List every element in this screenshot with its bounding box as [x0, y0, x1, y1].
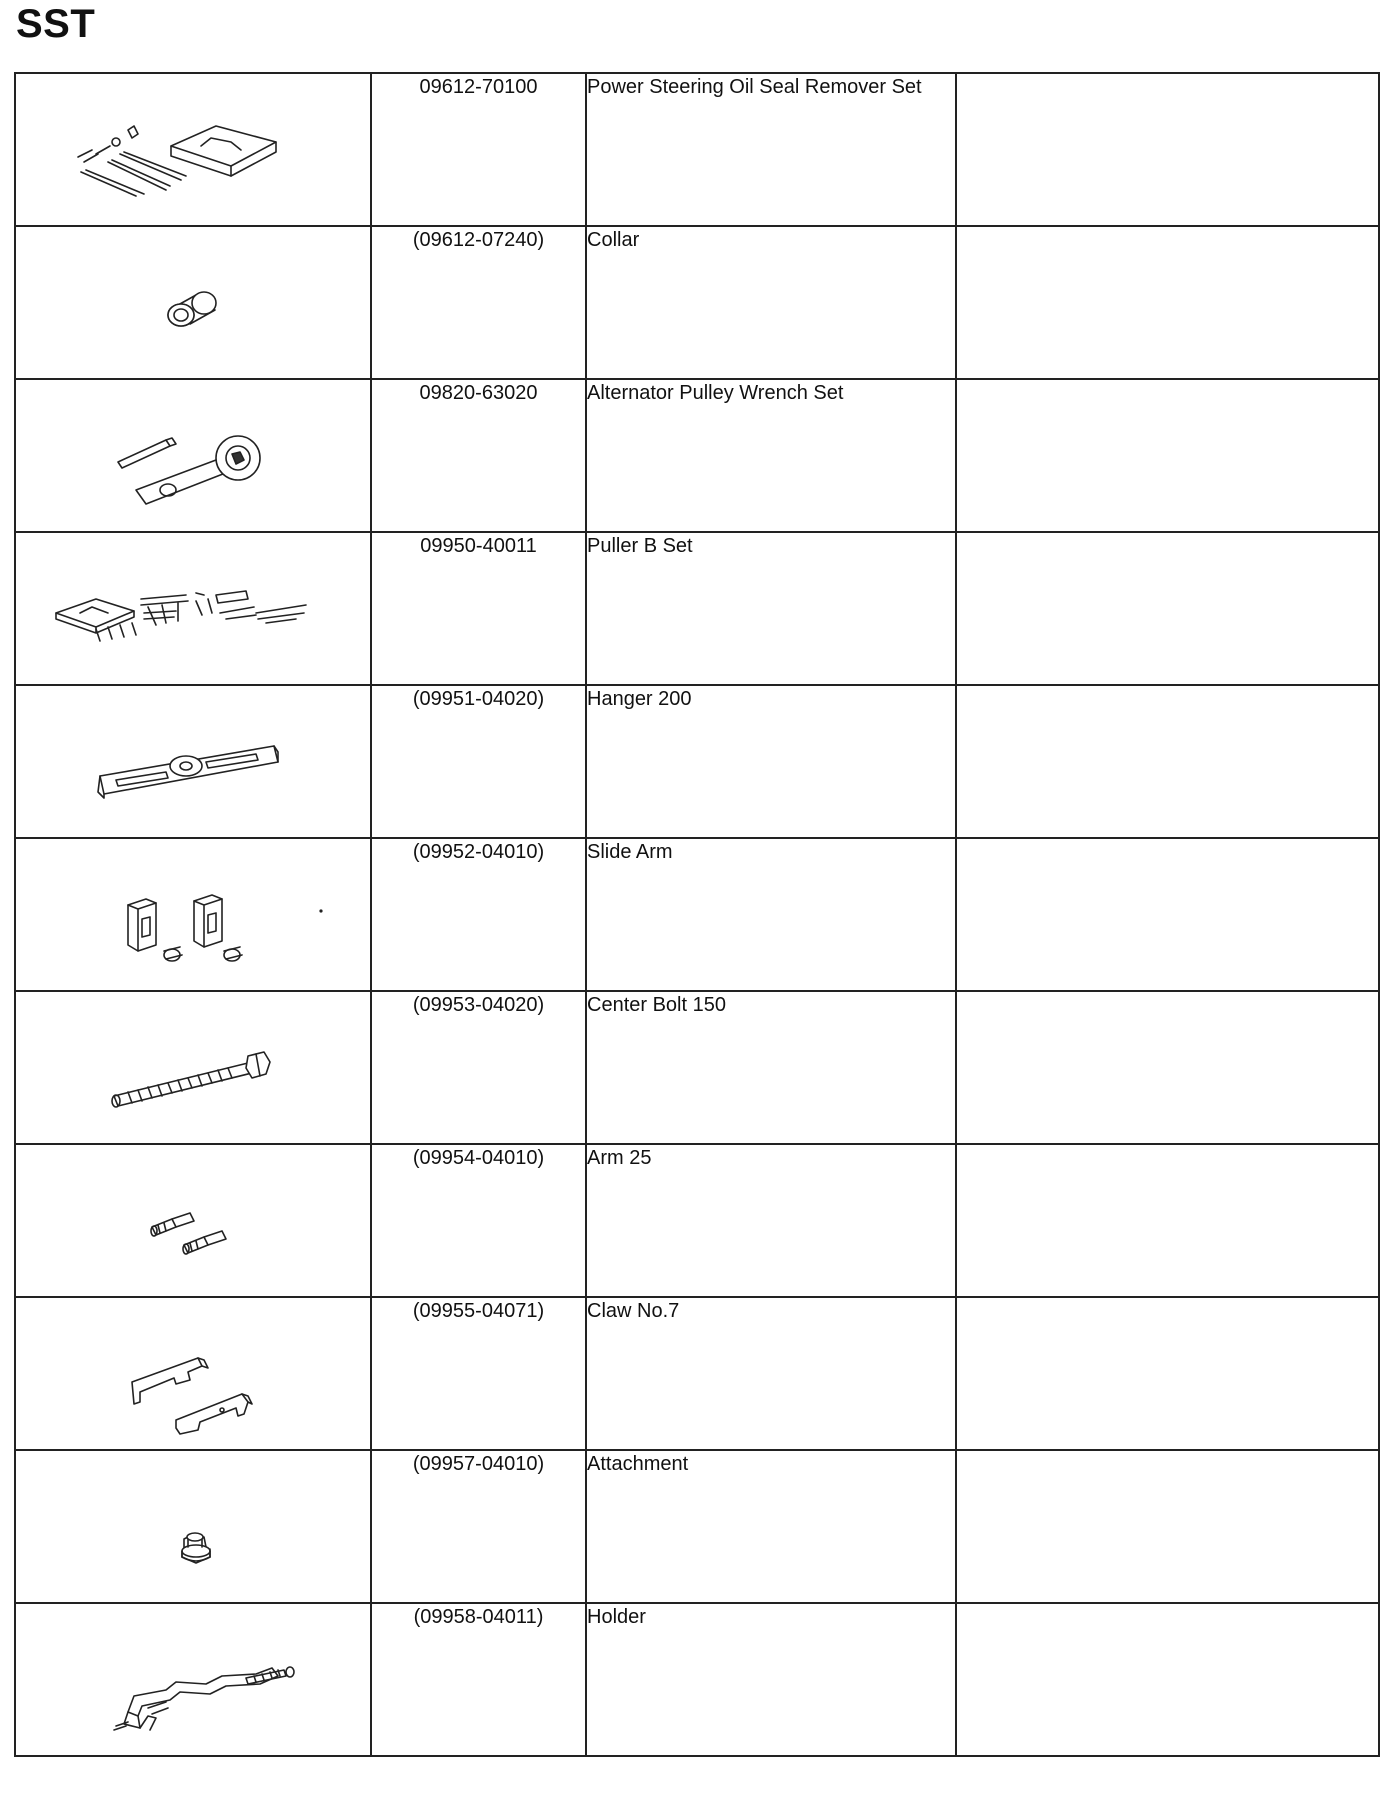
- tool-name: Holder: [586, 1603, 956, 1756]
- puller-b-set-icon: [16, 533, 370, 684]
- note-cell: [956, 991, 1379, 1144]
- tool-image-cell: [15, 991, 371, 1144]
- note-cell: [956, 226, 1379, 379]
- tool-image-cell: [15, 73, 371, 226]
- tool-name: Collar: [586, 226, 956, 379]
- tool-image-cell: [15, 226, 371, 379]
- tool-name: Center Bolt 150: [586, 991, 956, 1144]
- part-number: (09952-04010): [371, 838, 586, 991]
- oil-seal-remover-set-icon: [16, 74, 370, 225]
- note-cell: [956, 379, 1379, 532]
- tool-image-cell: [15, 1450, 371, 1603]
- note-cell: [956, 1450, 1379, 1603]
- table-row: [15, 379, 1379, 532]
- tool-image-cell: [15, 1144, 371, 1297]
- attachment-icon: [16, 1451, 370, 1602]
- tool-image-cell: [15, 379, 371, 532]
- tool-image-cell: [15, 1603, 371, 1756]
- part-number: (09958-04011): [371, 1603, 586, 1756]
- sst-table: [14, 72, 1380, 1757]
- note-cell: [956, 1603, 1379, 1756]
- part-number: 09612-70100: [371, 73, 586, 226]
- part-number: (09951-04020): [371, 685, 586, 838]
- part-number: (09953-04020): [371, 991, 586, 1144]
- tool-name: Arm 25: [586, 1144, 956, 1297]
- arm-icon: [16, 1145, 370, 1296]
- tool-image-cell: [15, 532, 371, 685]
- table-row: [15, 73, 1379, 226]
- table-row: [15, 838, 1379, 991]
- part-number: (09955-04071): [371, 1297, 586, 1450]
- page-title: SST: [16, 2, 96, 46]
- table-row: [15, 532, 1379, 685]
- note-cell: [956, 1144, 1379, 1297]
- part-number: (09957-04010): [371, 1450, 586, 1603]
- tool-name: Puller B Set: [586, 532, 956, 685]
- table-row: [15, 685, 1379, 838]
- tool-image-cell: [15, 838, 371, 991]
- table-row: [15, 1450, 1379, 1603]
- table-row: [15, 226, 1379, 379]
- claw-icon: [16, 1298, 370, 1449]
- table-row: [15, 1297, 1379, 1450]
- table-row: [15, 1144, 1379, 1297]
- center-bolt-icon: [16, 992, 370, 1143]
- table-row: [15, 991, 1379, 1144]
- part-number: (09954-04010): [371, 1144, 586, 1297]
- part-number: 09820-63020: [371, 379, 586, 532]
- tool-image-cell: [15, 1297, 371, 1450]
- note-cell: [956, 532, 1379, 685]
- note-cell: [956, 1297, 1379, 1450]
- part-number: (09612-07240): [371, 226, 586, 379]
- holder-icon: [16, 1604, 370, 1755]
- collar-icon: [16, 227, 370, 378]
- tool-name: Power Steering Oil Seal Remover Set: [586, 73, 956, 226]
- tool-name: Claw No.7: [586, 1297, 956, 1450]
- table-row: [15, 1603, 1379, 1756]
- tool-name: Alternator Pulley Wrench Set: [586, 379, 956, 532]
- tool-name: Slide Arm: [586, 838, 956, 991]
- tool-name: Hanger 200: [586, 685, 956, 838]
- hanger-icon: [16, 686, 370, 837]
- tool-name: Attachment: [586, 1450, 956, 1603]
- part-number: 09950-40011: [371, 532, 586, 685]
- pulley-wrench-set-icon: [16, 380, 370, 531]
- note-cell: [956, 73, 1379, 226]
- slide-arm-icon: [16, 839, 370, 990]
- tool-image-cell: [15, 685, 371, 838]
- note-cell: [956, 838, 1379, 991]
- note-cell: [956, 685, 1379, 838]
